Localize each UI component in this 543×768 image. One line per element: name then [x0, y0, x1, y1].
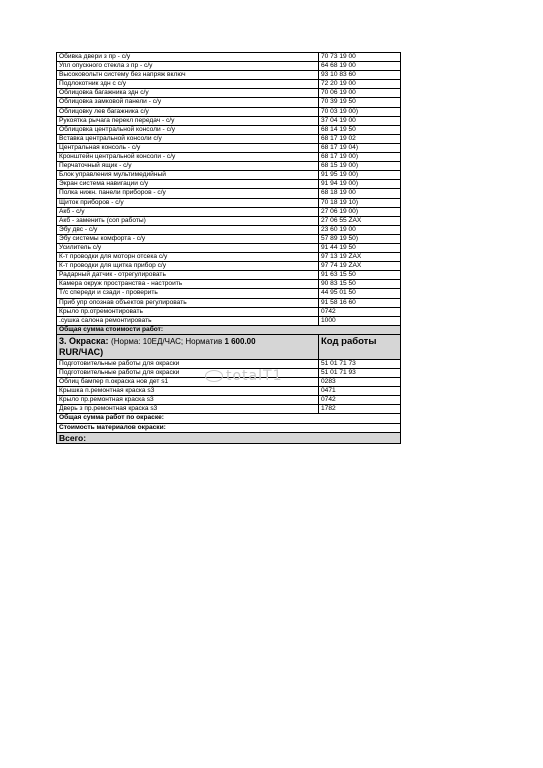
- table-row: [57, 234, 401, 243]
- row-code: 97 13 19 ZAX: [319, 253, 401, 262]
- row-code: 27 06 19 00): [319, 207, 401, 216]
- row-code: 97 74 19 ZAX: [319, 262, 401, 271]
- table-row: [57, 171, 401, 180]
- total-paint-label: Общая сумма работ по окраске:: [57, 414, 401, 423]
- watermark: [205, 368, 282, 384]
- row-name: Камера окруж пространства - настроить: [57, 280, 319, 289]
- row-code: 68 17 19 04): [319, 143, 401, 152]
- row-code: 51 01 71 93: [319, 369, 401, 378]
- row-code: 1782: [319, 405, 401, 414]
- row-name: Подготовительные работы для окраски: [57, 369, 319, 378]
- table-row: [57, 89, 401, 98]
- watermark-text: totalT1: [226, 368, 283, 384]
- row-name: К-т проводки для моторн отсека с/у: [57, 253, 319, 262]
- watermark-logo-icon: [205, 370, 223, 382]
- row-name: Крыло пр.ремонтная краска s3: [57, 396, 319, 405]
- row-code: 68 17 19 02: [319, 134, 401, 143]
- table-row: [57, 225, 401, 234]
- table-row: [57, 125, 401, 134]
- table-row: [57, 316, 401, 325]
- row-name: Высоковольтн систему без напряж включ: [57, 71, 319, 80]
- table-row: [57, 62, 401, 71]
- table-row: [57, 71, 401, 80]
- table-row: [57, 207, 401, 216]
- row-name: Приб упр опознав объектов регулировать: [57, 298, 319, 307]
- row-code: 27 06 55 ZAX: [319, 216, 401, 225]
- table-row: [57, 180, 401, 189]
- table-row: [57, 271, 401, 280]
- row-name: Экран система навигации с/у: [57, 180, 319, 189]
- paint-materials-row: [57, 423, 401, 432]
- work-rows: [57, 53, 401, 326]
- row-code: 70 73 19 00: [319, 53, 401, 62]
- row-name: Радарный датчик - отрегулировать: [57, 271, 319, 280]
- row-name: Крышка п.ремонтная краска s3: [57, 387, 319, 396]
- row-name: Облицовка багажника здн с/у: [57, 89, 319, 98]
- table-row: [57, 189, 401, 198]
- row-name: Дверь з пр.ремонтная краска s3: [57, 405, 319, 414]
- table-row: [57, 396, 401, 405]
- row-name: Блок управления мультимедийный: [57, 171, 319, 180]
- estimate-table: [56, 52, 401, 444]
- table-row: [57, 107, 401, 116]
- row-name: К-т проводки для щитка прибор с/у: [57, 262, 319, 271]
- paint-norm-suffix: RUR/ЧАС): [59, 347, 104, 358]
- row-code: 91 44 19 50: [319, 243, 401, 252]
- row-code: 68 18 19 00: [319, 189, 401, 198]
- total-work-label: Общая сумма стоимости работ:: [57, 325, 401, 334]
- paint-title: 3. Окраска:: [59, 336, 109, 347]
- grand-total-row: [57, 432, 401, 443]
- paint-norm-value: 1 600.00: [224, 337, 256, 347]
- grand-total-label: Всего:: [57, 432, 401, 443]
- row-code: 44 95 01 50: [319, 289, 401, 298]
- row-code: 57 89 19 50): [319, 234, 401, 243]
- row-code: 70 18 19 10): [319, 198, 401, 207]
- row-name: Вставка центральной консоли с/у: [57, 134, 319, 143]
- paint-norm-prefix: (Норма: 10ЕД/ЧАС; Норматив: [111, 337, 223, 347]
- paint-header-title: [57, 334, 319, 359]
- total-work-row: [57, 325, 401, 334]
- row-name: Акб - заменить (соп работы): [57, 216, 319, 225]
- row-code: 23 60 19 00: [319, 225, 401, 234]
- total-paint-row: [57, 414, 401, 423]
- row-code: 91 95 19 00): [319, 171, 401, 180]
- paint-materials-label: Стоимость материалов окраски:: [57, 423, 401, 432]
- paint-header-row: [57, 334, 401, 359]
- row-name: Т/с спереди и сзади - проверить: [57, 289, 319, 298]
- table-row: [57, 405, 401, 414]
- row-code: 64 68 19 00: [319, 62, 401, 71]
- table-row: [57, 153, 401, 162]
- row-name: Подготовительные работы для окраски: [57, 359, 319, 368]
- row-name: Эбу системы комфорта - с/у: [57, 234, 319, 243]
- row-name: Кронштейн центральной консоли - с/у: [57, 153, 319, 162]
- table-row: [57, 98, 401, 107]
- table-row: [57, 216, 401, 225]
- table-row: [57, 198, 401, 207]
- row-code: 70 39 19 50: [319, 98, 401, 107]
- table-row: [57, 143, 401, 152]
- row-name: Крыло пр.отремонтировать: [57, 307, 319, 316]
- row-code: 70 03 19 00): [319, 107, 401, 116]
- row-code: 91 94 19 00): [319, 180, 401, 189]
- row-code: 0742: [319, 396, 401, 405]
- row-name: Полка нижн. панели приборов - с/у: [57, 189, 319, 198]
- row-name: Эбу двс - с/у: [57, 225, 319, 234]
- row-name: .сушка салона ремонтировать: [57, 316, 319, 325]
- table-row: [57, 243, 401, 252]
- row-name: Упл опускного стекла з пр - с/у: [57, 62, 319, 71]
- row-name: Рукоятка рычага перекл передач - с/у: [57, 116, 319, 125]
- row-code: 0471: [319, 387, 401, 396]
- table-row: [57, 53, 401, 62]
- row-code: 68 17 19 00): [319, 153, 401, 162]
- row-code: 68 14 19 50: [319, 125, 401, 134]
- paint-code-header: Код работы: [319, 334, 401, 359]
- row-code: 93 10 83 60: [319, 71, 401, 80]
- row-name: Облиц бампер п.окраска нов дет s1: [57, 378, 319, 387]
- estimate-sheet: [56, 52, 400, 444]
- table-row: [57, 80, 401, 89]
- paint-norm: [111, 337, 256, 346]
- table-row: [57, 253, 401, 262]
- table-row: [57, 280, 401, 289]
- row-code: 91 63 15 50: [319, 271, 401, 280]
- row-name: Центральная консоль - с/у: [57, 143, 319, 152]
- table-row: [57, 134, 401, 143]
- row-name: Облицовку лев багажника с/у: [57, 107, 319, 116]
- row-name: Подлокотник здн с с/у: [57, 80, 319, 89]
- table-row: [57, 162, 401, 171]
- row-code: 0742: [319, 307, 401, 316]
- row-name: Акб - с/у: [57, 207, 319, 216]
- row-name: Обивка двери з пр - с/у: [57, 53, 319, 62]
- row-code: 68 15 19 00): [319, 162, 401, 171]
- table-row: [57, 387, 401, 396]
- row-code: 0283: [319, 378, 401, 387]
- table-row: [57, 116, 401, 125]
- row-code: 91 58 16 60: [319, 298, 401, 307]
- row-code: 1000: [319, 316, 401, 325]
- table-row: [57, 307, 401, 316]
- row-code: 90 83 15 50: [319, 280, 401, 289]
- row-name: Перчаточный ящик - с/у: [57, 162, 319, 171]
- table-row: [57, 262, 401, 271]
- row-name: Щиток приборов - с/у: [57, 198, 319, 207]
- row-name: Усилитель с/у: [57, 243, 319, 252]
- row-name: Облицовка центральной консоли - с/у: [57, 125, 319, 134]
- row-code: 72 20 19 00: [319, 80, 401, 89]
- table-row: [57, 298, 401, 307]
- row-code: 70 06 19 00: [319, 89, 401, 98]
- row-code: 51 01 71 73: [319, 359, 401, 368]
- table-row: [57, 289, 401, 298]
- row-code: 37 04 19 00: [319, 116, 401, 125]
- row-name: Облицовка замковой панели - с/у: [57, 98, 319, 107]
